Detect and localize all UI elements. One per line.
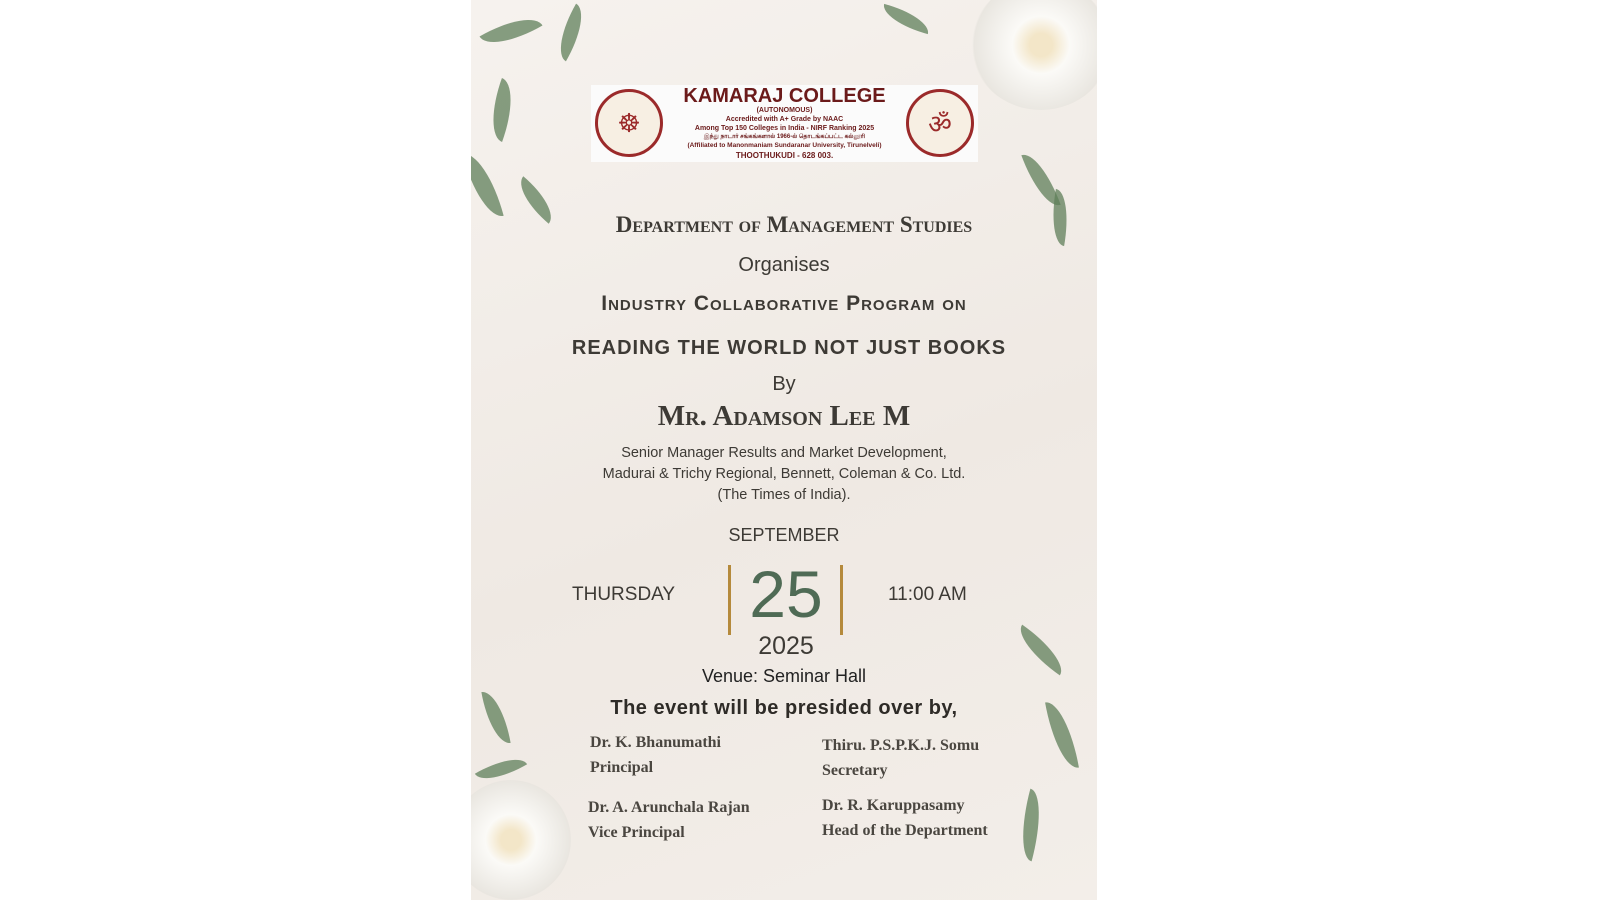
- presider-name: Dr. A. Arunchala Rajan: [588, 799, 750, 816]
- designation-line: Madurai & Trichy Regional, Bennett, Coleman & Co. Ltd.: [602, 466, 966, 482]
- event-month: SEPTEMBER: [728, 525, 840, 545]
- by-text: By: [772, 373, 796, 395]
- department-title: Department of Management Studies: [615, 212, 973, 237]
- college-affiliation: (Affiliated to Manonmaniam Sundaranar University, Tirunelveli): [687, 142, 882, 149]
- presider-name: Thiru. P.S.P.K.J. Somu: [822, 737, 980, 754]
- program-title: Industry Collaborative Program on: [601, 292, 967, 315]
- event-year: 2025: [758, 632, 814, 660]
- college-tamil-line: இந்து நாடார் சங்கங்களால் 1966-ல் தொடங்கப்பட்ட கல்லூரி: [703, 134, 866, 140]
- speaker-designation: [471, 443, 1097, 506]
- presider-role: Head of the Department: [822, 822, 988, 839]
- event-weekday: THURSDAY: [572, 584, 676, 605]
- presider-name: Dr. R. Karuppasamy: [822, 797, 965, 814]
- college-name: KAMARAJ COLLEGE: [683, 85, 886, 107]
- event-venue: Venue: Seminar Hall: [701, 666, 867, 686]
- speaker-name: Mr. Adamson Lee M: [657, 400, 911, 432]
- presider-principal: [590, 730, 721, 780]
- college-banner: [591, 85, 978, 162]
- flower-decoration: [471, 780, 571, 900]
- organises-text: Organises: [738, 254, 830, 276]
- college-status: (AUTONOMOUS): [756, 107, 813, 114]
- college-ranking: Among Top 150 Colleges in India - NIRF Ranking 2025: [694, 125, 875, 132]
- college-seal-left: ☸: [595, 89, 663, 157]
- presider-secretary: [822, 733, 979, 783]
- presider-role: Secretary: [822, 762, 888, 779]
- flower-decoration: [971, 0, 1097, 110]
- presider-role: Vice Principal: [588, 824, 685, 841]
- date-divider-left: [728, 565, 731, 635]
- event-time: 11:00 AM: [888, 584, 967, 605]
- event-poster: [471, 0, 1097, 900]
- presider-hod: [822, 793, 988, 843]
- college-seal-right: ॐ: [906, 89, 974, 157]
- presider-name: Dr. K. Bhanumathi: [590, 734, 721, 751]
- date-divider-right: [840, 565, 843, 635]
- designation-line: Senior Manager Results and Market Development,: [621, 445, 947, 461]
- topic-title: READING THE WORLD NOT JUST BOOKS: [571, 337, 1007, 359]
- presider-role: Principal: [590, 759, 654, 776]
- designation-line: (The Times of India).: [717, 487, 851, 503]
- college-accreditation: Accredited with A+ Grade by NAAC: [725, 116, 844, 123]
- college-address: THOOTHUKUDI - 628 003.: [735, 151, 834, 160]
- presided-heading: The event will be presided over by,: [610, 697, 958, 719]
- event-day: 25: [749, 557, 823, 631]
- presider-vice-principal: [588, 795, 750, 845]
